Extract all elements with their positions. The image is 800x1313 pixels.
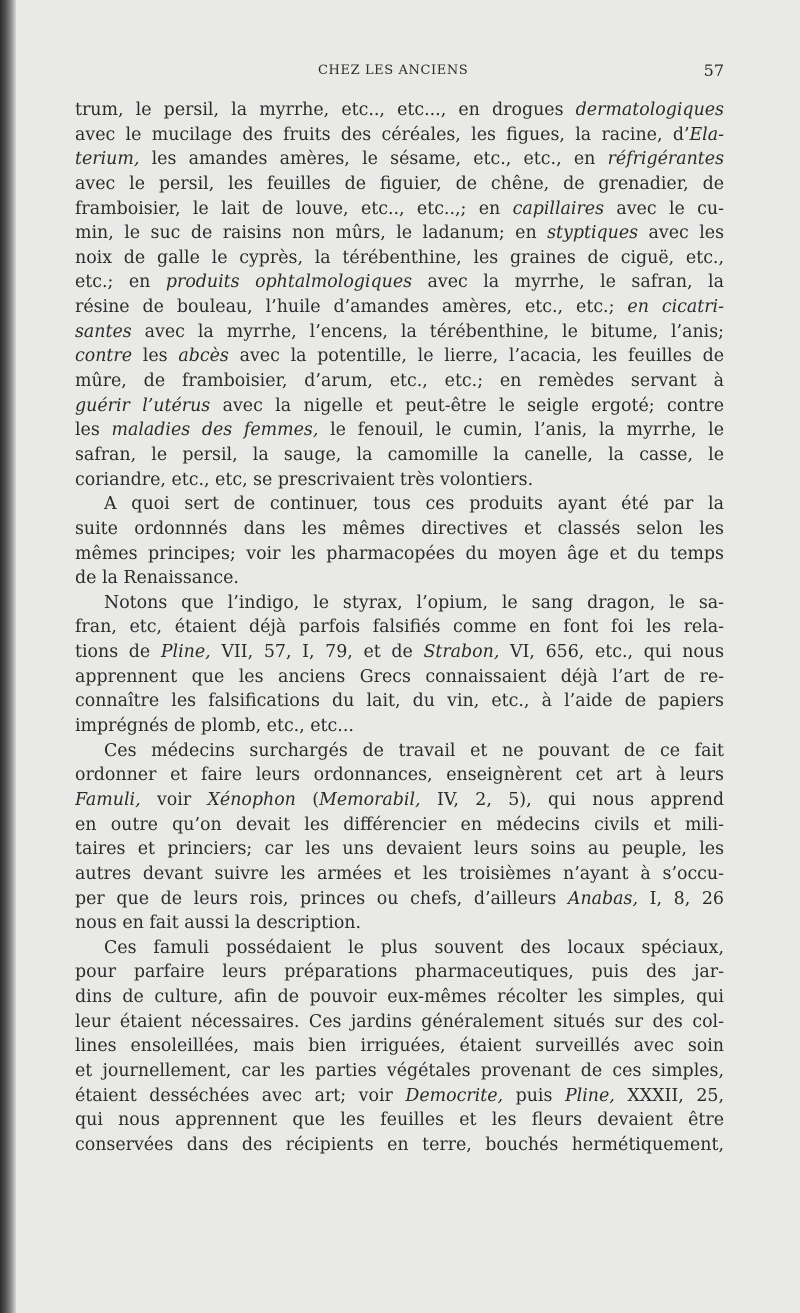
text-line: tions de Pline, VII, 57, I, 79, et de Strabon, VI, 656, etc., qui nous: [75, 642, 724, 663]
text-line: lines ensoleillées, mais bien irriguées, étaient surveillés avec soin: [75, 1036, 724, 1057]
text-line: autres devant suivre les armées et les troisièmes n’ayant à s’occu-: [75, 863, 724, 884]
text-line: ordonner et faire leurs ordonnances, enseignèrent cet art à leurs: [75, 765, 724, 786]
text-line: étaient desséchées avec art; voir Democrite, puis Pline, XXXII, 25,: [75, 1085, 724, 1106]
text-line: Notons que l’indigo, le styrax, l’opium, le sang dragon, le sa-: [104, 592, 724, 613]
running-title: CHEZ LES ANCIENS: [318, 63, 469, 78]
text-line: santes avec la myrrhe, l’encens, la térébenthine, le bitume, l’anis;: [75, 321, 724, 342]
text-line: connaître les falsifications du lait, du vin, etc., à l’aide de papiers: [75, 691, 724, 712]
text-line: A quoi sert de continuer, tous ces produits ayant été par la: [104, 494, 724, 515]
text-line: de la Renaissance.: [75, 568, 239, 589]
text-line: Ces médecins surchargés de travail et ne pouvant de ce fait: [104, 740, 724, 761]
text-line: fran, etc, étaient déjà parfois falsifiés comme en font foi les rela-: [75, 617, 724, 638]
text-line: taires et princiers; car les uns devaient leurs soins au peuple, les: [75, 839, 724, 860]
page-number: 57: [703, 61, 724, 80]
text-line: en outre qu’on devait les différencier en médecins civils et mili-: [75, 814, 724, 835]
text-line: pour parfaire leurs préparations pharmaceutiques, puis des jar-: [75, 962, 724, 983]
text-line: apprennent que les anciens Grecs connaissaient déjà l’art de re-: [75, 666, 724, 687]
text-line: min, le suc de raisins non mûrs, le ladanum; en styptiques avec les: [75, 223, 724, 244]
text-line: mêmes principes; voir les pharmacopées du moyen âge et du temps: [75, 543, 724, 564]
text-line: coriandre, etc., etc, se prescrivaient très volontiers.: [75, 469, 534, 490]
text-line: avec le mucilage des fruits des céréales, les figues, la racine, d’Ela-: [75, 124, 724, 145]
page-header: [0, 63, 800, 83]
text-line: per que de leurs rois, princes ou chefs, d’ailleurs Anabas, I, 8, 26: [75, 888, 724, 909]
text-line: mûre, de framboisier, d’arum, etc., etc.; en remèdes servant à: [75, 371, 724, 392]
text-line: qui nous apprennent que les feuilles et les fleurs devaient être: [75, 1110, 724, 1131]
text-line: framboisier, le lait de louve, etc.., etc..,; en capillaires avec le cu-: [75, 198, 724, 219]
text-line: imprégnés de plomb, etc., etc...: [75, 716, 354, 737]
body-text: [75, 98, 724, 1158]
book-spine-shadow: [0, 0, 16, 1313]
text-line: et journellement, car les parties végétales provenant de ces simples,: [75, 1060, 724, 1081]
text-line: terium, les amandes amères, le sésame, etc., etc., en réfrigérantes: [75, 149, 724, 170]
text-line: dins de culture, afin de pouvoir eux-mêmes récolter les simples, qui: [75, 987, 724, 1008]
text-line: guérir l’utérus avec la nigelle et peut-être le seigle ergoté; contre: [75, 395, 724, 416]
text-line: avec le persil, les feuilles de figuier, de chêne, de grenadier, de: [75, 173, 724, 194]
text-line: résine de bouleau, l’huile d’amandes amères, etc., etc.; en cicatri-: [75, 297, 724, 318]
text-line: leur étaient nécessaires. Ces jardins généralement situés sur des col-: [75, 1011, 724, 1032]
text-line: etc.; en produits ophtalmologiques avec la myrrhe, le safran, la: [75, 272, 724, 293]
text-line: safran, le persil, la sauge, la camomille la canelle, la casse, le: [75, 444, 724, 465]
text-line: trum, le persil, la myrrhe, etc.., etc..., en drogues dermatologiques: [75, 100, 724, 120]
text-line: suite ordonnnés dans les mêmes directives et classés selon les: [75, 518, 724, 539]
text-line: les maladies des femmes, le fenouil, le cumin, l’anis, la myrrhe, le: [75, 420, 724, 441]
text-line: contre les abcès avec la potentille, le lierre, l’acacia, les feuilles de: [75, 346, 724, 367]
text-line: Famuli, voir Xénophon (Memorabil, IV, 2, 5), qui nous apprend: [75, 789, 724, 810]
text-line: Ces famuli possédaient le plus souvent des locaux spéciaux,: [104, 937, 724, 958]
text-line: nous en fait aussi la description.: [75, 913, 362, 934]
text-line: noix de galle le cyprès, la térébenthine, les graines de ciguë, etc.,: [75, 247, 724, 268]
text-line: conservées dans des récipients en terre, bouchés hermétiquement,: [75, 1134, 724, 1155]
